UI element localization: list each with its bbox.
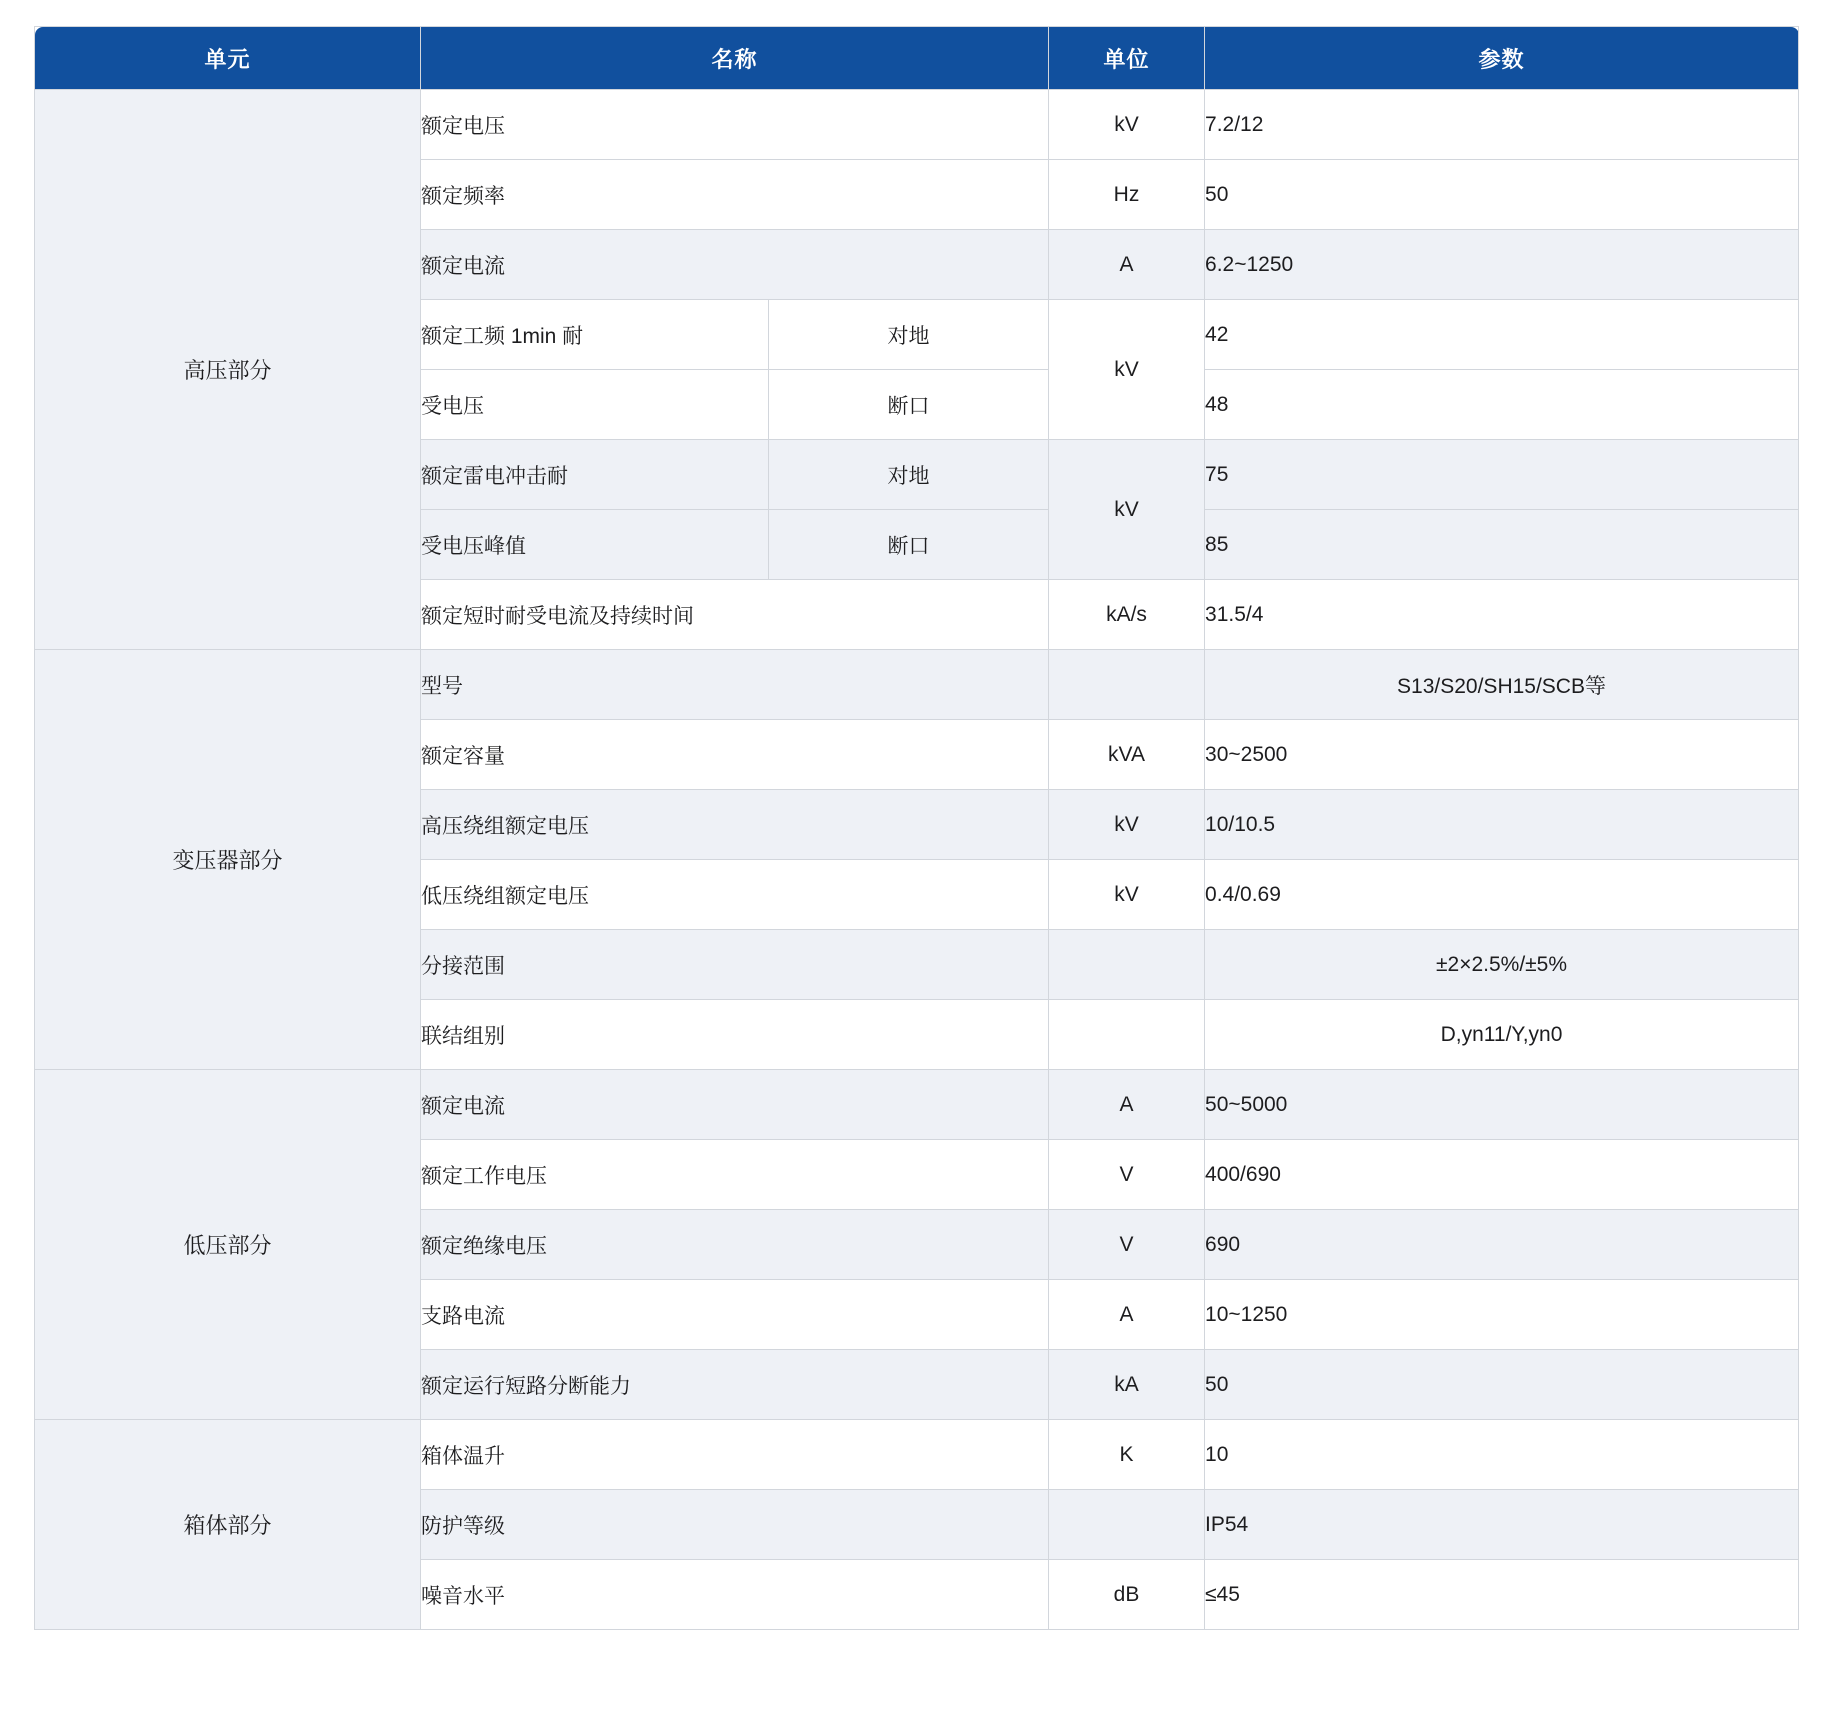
row-name: 箱体温升 <box>421 1420 1049 1490</box>
row-unit: A <box>1049 230 1205 300</box>
row-parameter: 31.5/4 <box>1205 580 1799 650</box>
unit-group-high-voltage: 高压部分 <box>35 90 421 650</box>
header-parameter: 参数 <box>1205 27 1799 90</box>
row-subname: 断口 <box>769 510 1049 580</box>
row-name: 噪音水平 <box>421 1560 1049 1630</box>
row-parameter: 30~2500 <box>1205 720 1799 790</box>
row-unit: K <box>1049 1420 1205 1490</box>
row-parameter: 50~5000 <box>1205 1070 1799 1140</box>
row-name: 额定电压 <box>421 90 1049 160</box>
unit-group-enclosure: 箱体部分 <box>35 1420 421 1630</box>
row-name: 分接范围 <box>421 930 1049 1000</box>
table-row <box>35 1420 1799 1490</box>
row-subname: 对地 <box>769 300 1049 370</box>
row-name: 额定频率 <box>421 160 1049 230</box>
row-parameter: 690 <box>1205 1210 1799 1280</box>
row-parameter: S13/S20/SH15/SCB等 <box>1205 650 1799 720</box>
unit-group-transformer: 变压器部分 <box>35 650 421 1070</box>
table-body <box>35 90 1799 1630</box>
header-unit-group: 单元 <box>35 27 421 90</box>
row-subname: 断口 <box>769 370 1049 440</box>
row-parameter: 10 <box>1205 1420 1799 1490</box>
row-unit <box>1049 930 1205 1000</box>
row-parameter: 42 <box>1205 300 1799 370</box>
row-unit: A <box>1049 1280 1205 1350</box>
spec-table-page <box>0 26 1830 1723</box>
header-name: 名称 <box>421 27 1049 90</box>
row-unit: kV <box>1049 300 1205 440</box>
row-parameter: 75 <box>1205 440 1799 510</box>
table-header <box>35 27 1799 90</box>
table-row <box>35 90 1799 160</box>
row-unit: kV <box>1049 860 1205 930</box>
row-name: 额定工频 1min 耐 <box>421 300 769 370</box>
row-parameter: ≤45 <box>1205 1560 1799 1630</box>
row-unit: V <box>1049 1140 1205 1210</box>
row-unit: dB <box>1049 1560 1205 1630</box>
row-parameter: 400/690 <box>1205 1140 1799 1210</box>
row-parameter: D,yn11/Y,yn0 <box>1205 1000 1799 1070</box>
row-parameter: 6.2~1250 <box>1205 230 1799 300</box>
row-name: 额定容量 <box>421 720 1049 790</box>
specification-table <box>34 26 1799 1630</box>
row-unit: kA/s <box>1049 580 1205 650</box>
row-subname: 对地 <box>769 440 1049 510</box>
row-parameter: 50 <box>1205 160 1799 230</box>
row-name: 低压绕组额定电压 <box>421 860 1049 930</box>
row-name: 受电压 <box>421 370 769 440</box>
row-unit <box>1049 1490 1205 1560</box>
row-unit: A <box>1049 1070 1205 1140</box>
row-name: 防护等级 <box>421 1490 1049 1560</box>
row-parameter: ±2×2.5%/±5% <box>1205 930 1799 1000</box>
row-name: 额定运行短路分断能力 <box>421 1350 1049 1420</box>
row-unit <box>1049 650 1205 720</box>
table-row <box>35 1070 1799 1140</box>
row-name: 高压绕组额定电压 <box>421 790 1049 860</box>
row-name: 型号 <box>421 650 1049 720</box>
row-parameter: 50 <box>1205 1350 1799 1420</box>
row-name: 联结组别 <box>421 1000 1049 1070</box>
header-unit: 单位 <box>1049 27 1205 90</box>
row-unit: kA <box>1049 1350 1205 1420</box>
table-row <box>35 650 1799 720</box>
row-name: 受电压峰值 <box>421 510 769 580</box>
row-unit: kV <box>1049 790 1205 860</box>
unit-group-low-voltage: 低压部分 <box>35 1070 421 1420</box>
row-unit: kVA <box>1049 720 1205 790</box>
row-unit <box>1049 1000 1205 1070</box>
row-unit: Hz <box>1049 160 1205 230</box>
row-parameter: 85 <box>1205 510 1799 580</box>
row-name: 额定绝缘电压 <box>421 1210 1049 1280</box>
row-parameter: 10~1250 <box>1205 1280 1799 1350</box>
row-name: 额定雷电冲击耐 <box>421 440 769 510</box>
row-unit: kV <box>1049 90 1205 160</box>
header-row <box>35 27 1799 90</box>
row-name: 支路电流 <box>421 1280 1049 1350</box>
row-name: 额定电流 <box>421 230 1049 300</box>
row-unit: V <box>1049 1210 1205 1280</box>
row-parameter: 0.4/0.69 <box>1205 860 1799 930</box>
row-parameter: 48 <box>1205 370 1799 440</box>
row-name: 额定短时耐受电流及持续时间 <box>421 580 1049 650</box>
row-name: 额定工作电压 <box>421 1140 1049 1210</box>
row-unit: kV <box>1049 440 1205 580</box>
row-parameter: IP54 <box>1205 1490 1799 1560</box>
row-parameter: 7.2/12 <box>1205 90 1799 160</box>
row-parameter: 10/10.5 <box>1205 790 1799 860</box>
row-name: 额定电流 <box>421 1070 1049 1140</box>
